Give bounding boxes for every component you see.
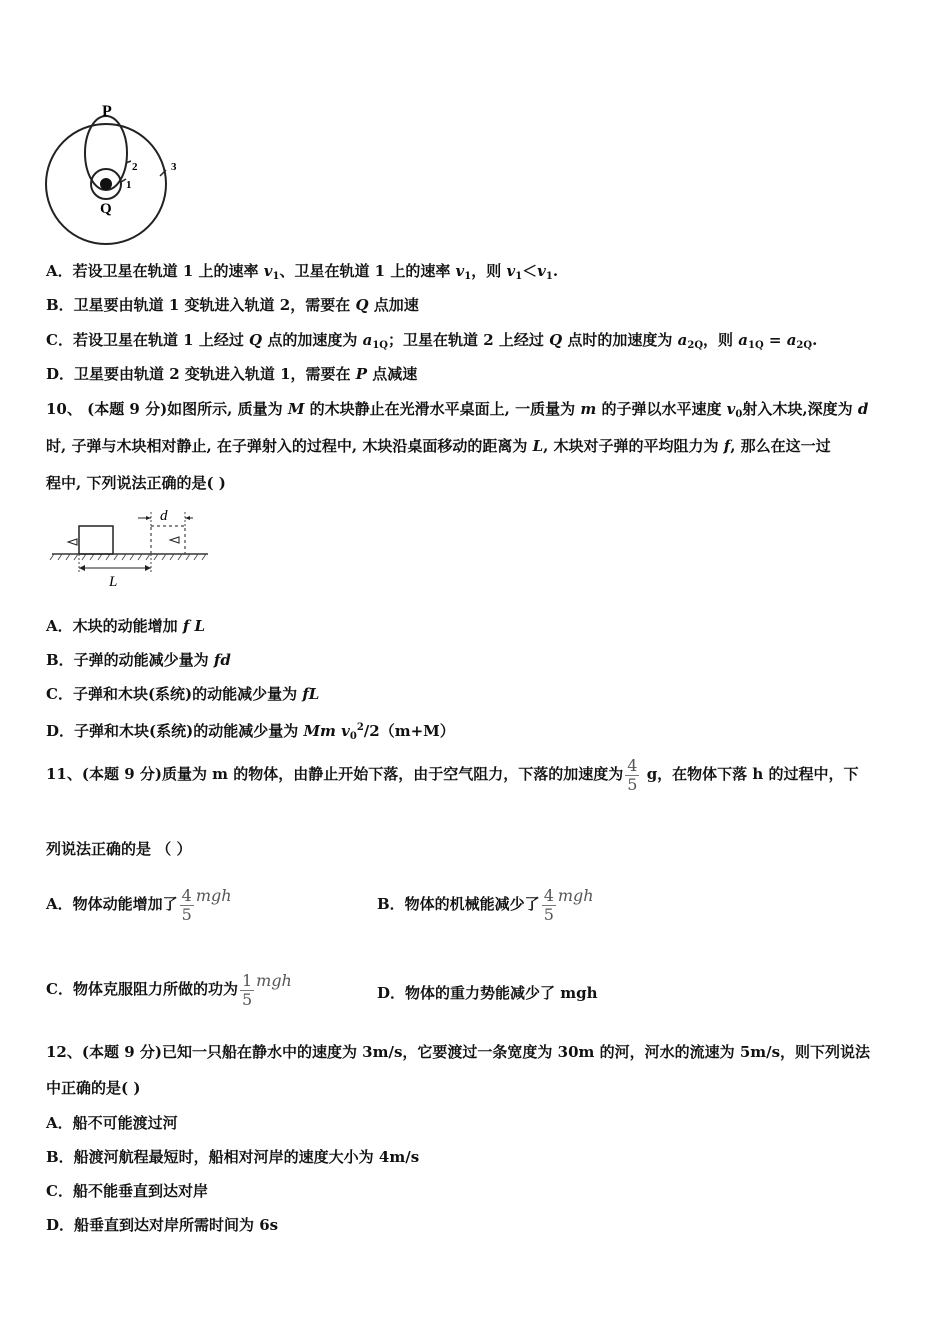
label-d: d bbox=[160, 508, 168, 524]
label-3: 3 bbox=[171, 161, 177, 173]
q9-option-b: B．卫星要由轨道 1 变轨进入轨道 2，需要在 Q 点加速 bbox=[46, 296, 419, 314]
q10-option-b: B．子弹的动能减少量为 fd bbox=[46, 651, 231, 669]
block-initial bbox=[79, 526, 113, 554]
q9-option-d: D．卫星要由轨道 2 变轨进入轨道 1，需要在 P 点减速 bbox=[46, 365, 418, 383]
q9-option-a: A．若设卫星在轨道 1 上的速率 $v_1$、卫星在轨道 1 上的速率 $v_1$，则 $v_1<v_1$. bbox=[46, 262, 559, 282]
label-2: 2 bbox=[132, 161, 138, 173]
q12-option-d: D．船垂直到达对岸所需时间为 6s bbox=[46, 1216, 279, 1234]
orbit-diagram bbox=[40, 98, 190, 250]
label-1: 1 bbox=[126, 179, 132, 191]
q12-stem-line2: 中正确的是( ) bbox=[46, 1079, 141, 1097]
block-final bbox=[151, 526, 185, 554]
fraction-4-5: $\frac{4}{5}$ bbox=[627, 755, 638, 794]
q12-option-b: B．船渡河航程最短时，船相对河岸的速度大小为 4m/s bbox=[46, 1148, 420, 1166]
q12-stem-line1: 12、(本题 9 分)已知一只船在静水中的速度为 3m/s，它要渡过一条宽度为 30m 的河，河水的流速为 5m/s，则下列说法 bbox=[46, 1043, 871, 1061]
q10-option-a: A．木块的动能增加 f L bbox=[46, 617, 206, 635]
q10-option-c: C．子弹和木块(系统)的动能减少量为 fL bbox=[46, 685, 320, 703]
q11-option-b: B．物体的机械能减少了 $\frac{4}{5}$ mgh bbox=[377, 885, 594, 924]
bullet-initial bbox=[68, 539, 77, 545]
label-p: P bbox=[102, 103, 112, 120]
q10-stem-line1: 10、 (本题 9 分)如图所示, 质量为 M 的木块静止在光滑水平桌面上, 一质量为 m 的子弹以水平速度 $v_0$射入木块,深度为 d bbox=[46, 400, 869, 420]
q12-option-a: A．船不可能渡过河 bbox=[46, 1114, 178, 1132]
q11-option-c: C．物体克服阻力所做的功为 $\frac{1}{5}$ mgh bbox=[46, 970, 292, 1009]
q9-option-c: C．若设卫星在轨道 1 上经过 Q 点的加速度为 $a_{1Q}$；卫星在轨道 2 上经过 Q 点时的加速度为 $a_{2Q}$，则 $a_{1Q} = a_{2Q}$. bbox=[46, 331, 818, 351]
q11-option-d: D．物体的重力势能减少了 mgh bbox=[377, 984, 598, 1002]
q11-option-a: A．物体动能增加了 $\frac{4}{5}$ mgh bbox=[46, 885, 232, 924]
bullet-final bbox=[170, 537, 179, 543]
q11-stem-line1: 11、(本题 9 分)质量为 m 的物体，由静止开始下落，由于空气阻力，下落的加速度为 $\frac{4}{5}$ g，在物体下落 h 的过程中，下 bbox=[46, 755, 859, 794]
q12-option-c: C．船不能垂直到达对岸 bbox=[46, 1182, 208, 1200]
q11-stem-line2: 列说法正确的是 （ ） bbox=[46, 840, 192, 858]
block-bullet-diagram bbox=[48, 506, 213, 592]
q10-stem-line3: 程中, 下列说法正确的是( ) bbox=[46, 474, 226, 492]
q10-option-d: D．子弹和木块(系统)的动能减少量为 Mm $v_0^2/2(m+M)$ bbox=[46, 722, 455, 742]
label-q: Q bbox=[100, 201, 112, 217]
earth-dot bbox=[100, 178, 112, 190]
q10-stem-line2: 时, 子弹与木块相对静止, 在子弹射入的过程中, 木块沿桌面移动的距离为 L, 木块对子弹的平均阻力为 f, 那么在这一过 bbox=[46, 437, 831, 455]
label-L: L bbox=[109, 574, 118, 590]
